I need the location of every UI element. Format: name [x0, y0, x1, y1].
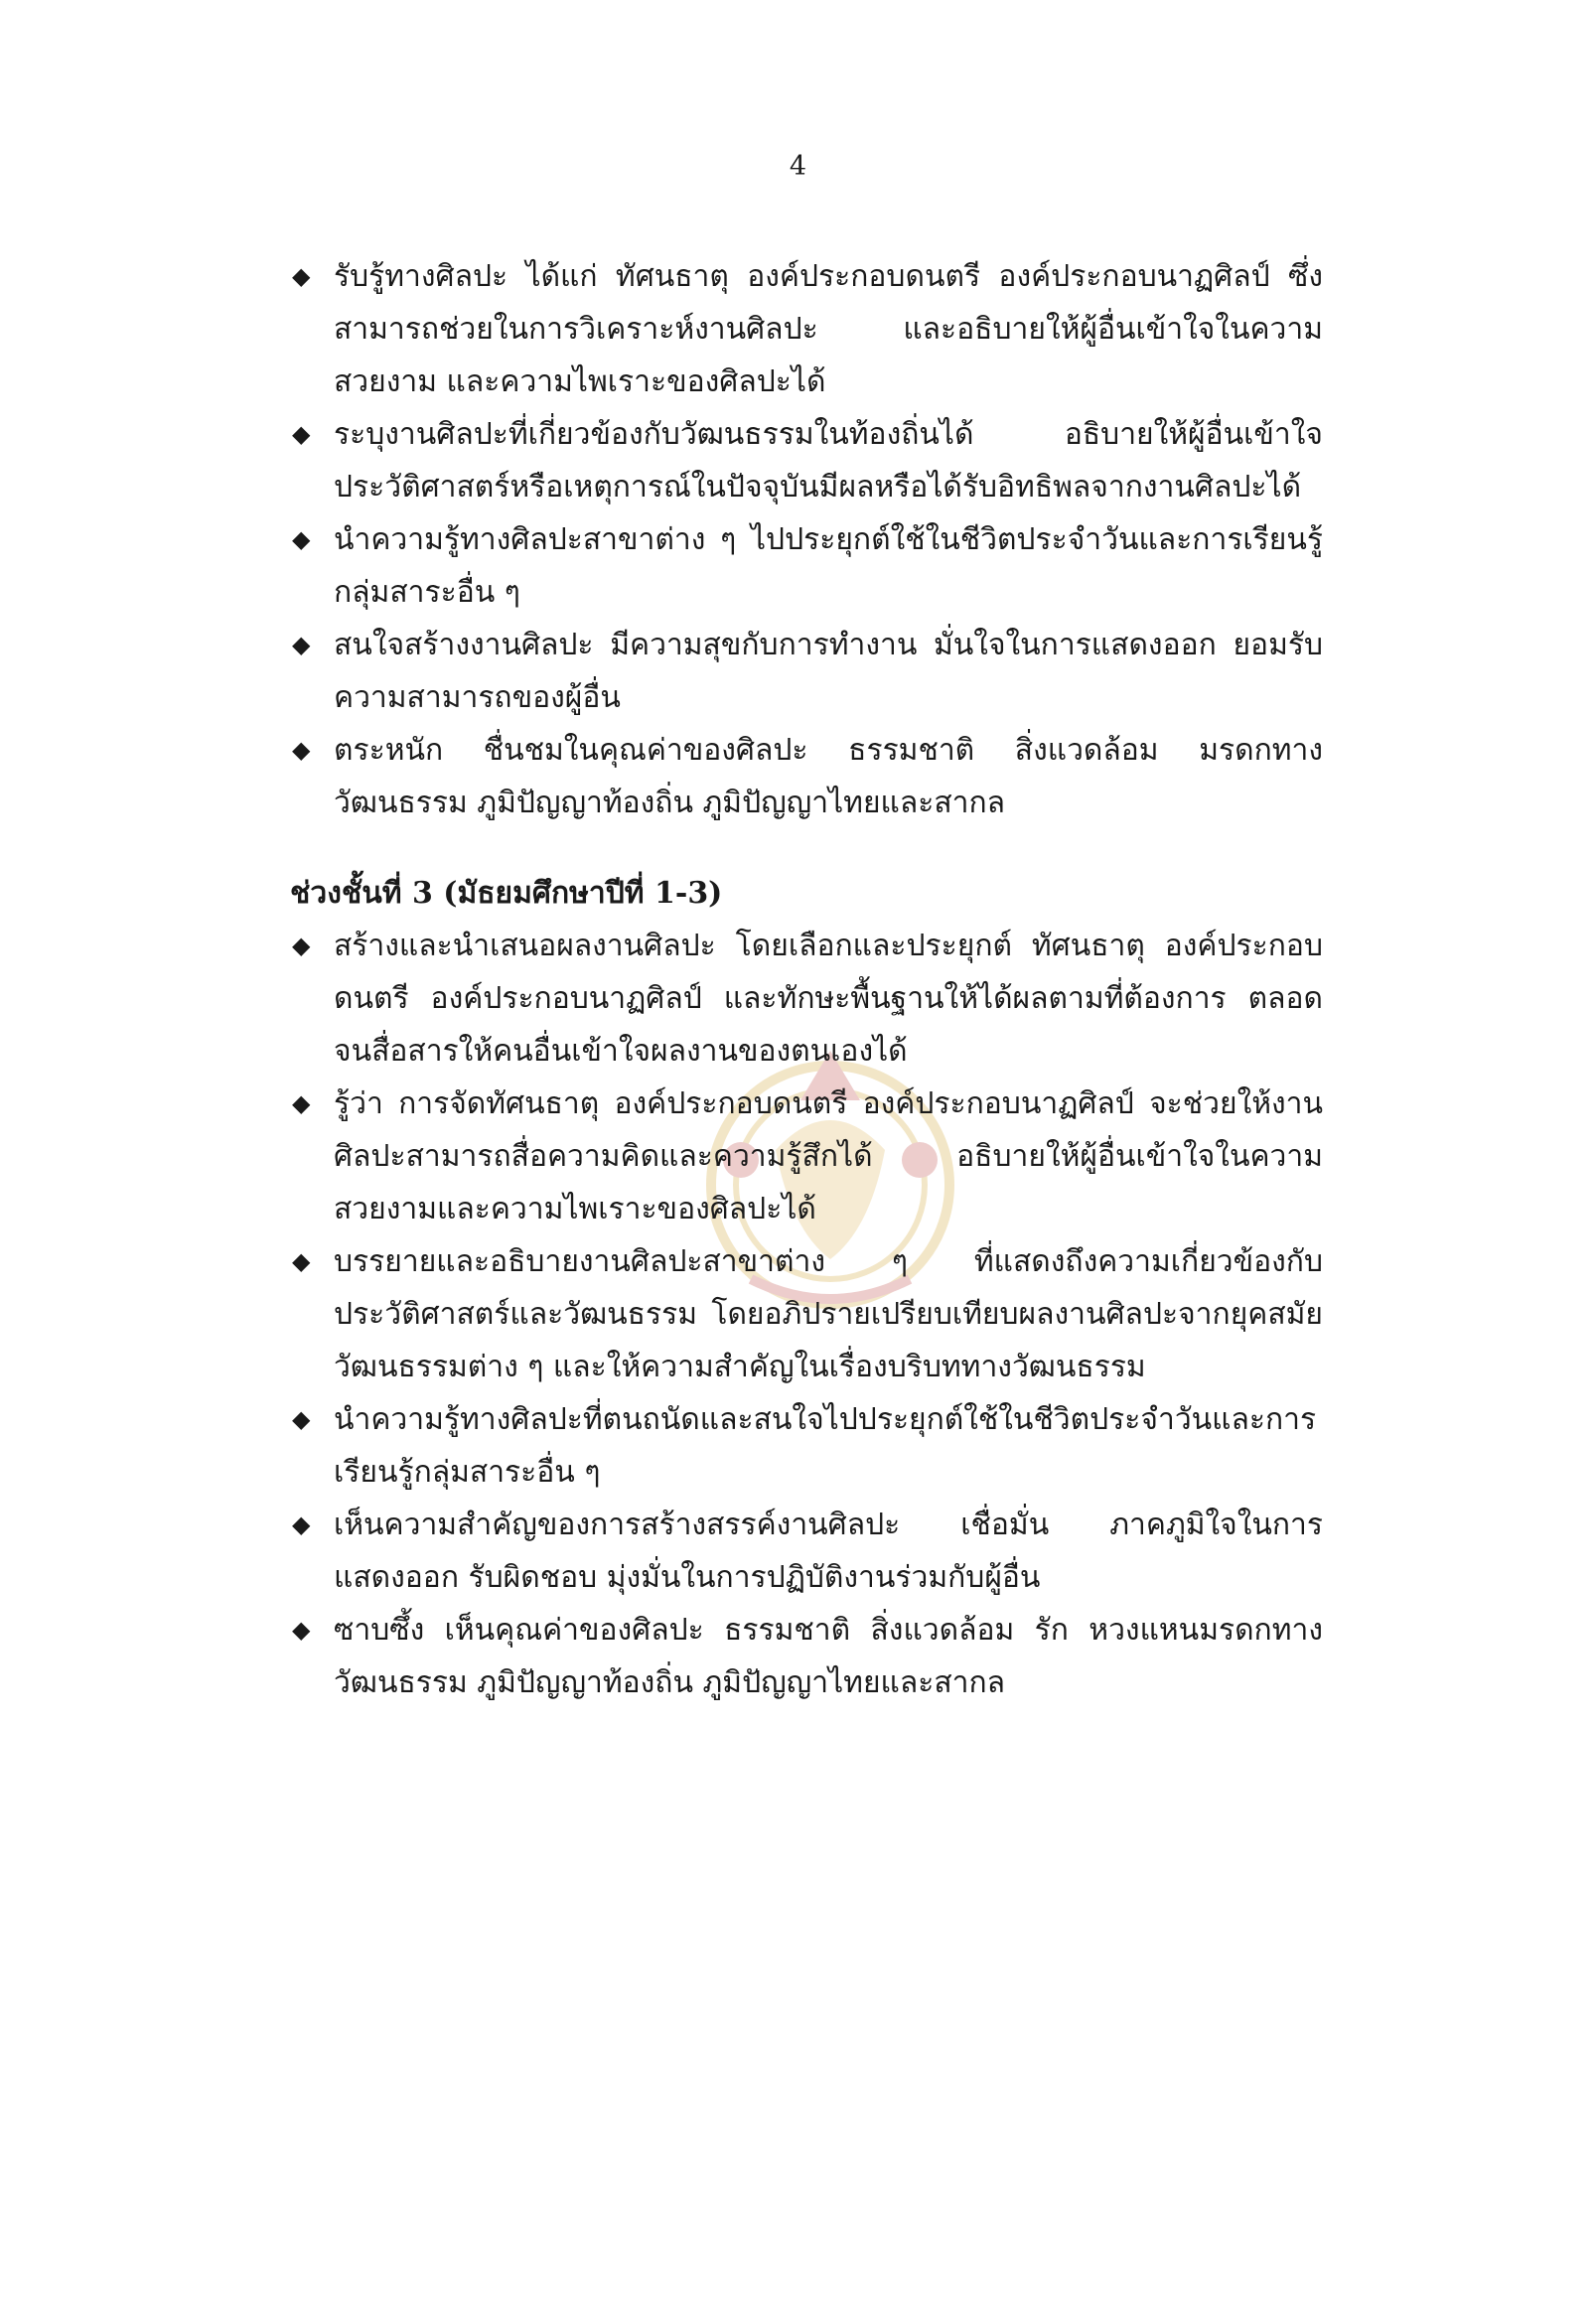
- list-item: [290, 1604, 1323, 1709]
- diamond-bullet-icon: ◆: [292, 631, 311, 658]
- list-item-text: บรรยายและอธิบายงานศิลปะสาขาต่าง ๆ ที่แสดงถึงความเกี่ยวข้องกับประวัติศาสตร์และวัฒนธรรม โดยอภิปรายเปรียบเทียบผลงานศิลปะจากยุคสมัยวัฒนธรรมต่าง ๆ และให้ความสำคัญในเรื่องบริบททางวัฒนธรรม: [334, 1244, 1323, 1384]
- diamond-bullet-icon: ◆: [292, 1616, 311, 1644]
- section-heading: ช่วงชั้นที่ 3 (มัธยมศึกษาปีที่ 1-3): [290, 876, 723, 911]
- list-item: [290, 920, 1323, 1078]
- diamond-bullet-icon: ◆: [292, 1089, 311, 1117]
- list-item: [290, 408, 1323, 513]
- list-item-text: รู้ว่า การจัดทัศนธาตุ องค์ประกอบดนตรี องค์ประกอบนาฏศิลป์ จะช่วยให้งานศิลปะสามารถสื่อความคิดและความรู้สึกได้ อธิบายให้ผู้อื่นเข้าใจในความสวยงามและความไพเราะของศิลปะได้: [334, 1086, 1323, 1226]
- list-item-text: นำความรู้ทางศิลปะที่ตนถนัดและสนใจไปประยุกต์ใช้ในชีวิตประจำวันและการเรียนรู้กลุ่มสาระอื่น ๆ: [334, 1402, 1317, 1490]
- list-item-text: สนใจสร้างงานศิลปะ มีความสุขกับการทำงาน มั่นใจในการแสดงออก ยอมรับความสามารถของผู้อื่น: [334, 628, 1323, 715]
- list-item: [290, 513, 1323, 619]
- list-item-text: ซาบซึ้ง เห็นคุณค่าของศิลปะ ธรรมชาติ สิ่งแวดล้อม รัก หวงแหนมรดกทางวัฒนธรรม ภูมิปัญญาท้องถิ่น ภูมิปัญญาไทยและสากล: [334, 1613, 1323, 1700]
- list-item-text: ตระหนัก ชื่นชมในคุณค่าของศิลปะ ธรรมชาติ สิ่งแวดล้อม มรดกทางวัฒนธรรม ภูมิปัญญาท้องถิ่น ภูมิปัญญาไทยและสากล: [334, 733, 1323, 820]
- list-item-text: นำความรู้ทางศิลปะสาขาต่าง ๆ ไปประยุกต์ใช้ในชีวิตประจำวันและการเรียนรู้กลุ่มสาระอื่น ๆ: [334, 522, 1323, 610]
- diamond-bullet-icon: ◆: [292, 1405, 311, 1433]
- diamond-bullet-icon: ◆: [292, 932, 311, 959]
- diamond-bullet-icon: ◆: [292, 736, 311, 764]
- document-body: [290, 250, 1323, 1709]
- list-item: [290, 1235, 1323, 1393]
- diamond-bullet-icon: ◆: [292, 420, 311, 448]
- diamond-bullet-icon: ◆: [292, 525, 311, 553]
- list-item: [290, 1393, 1323, 1499]
- list-item: [290, 1499, 1323, 1604]
- list-item-text: รับรู้ทางศิลปะ ได้แก่ ทัศนธาตุ องค์ประกอบดนตรี องค์ประกอบนาฏศิลป์ ซึ่งสามารถช่วยในการวิเคราะห์งานศิลปะ และอธิบายให้ผู้อื่นเข้าใจในความสวยงาม และความไพเราะของศิลปะได้: [334, 259, 1323, 399]
- list-item: [290, 1078, 1323, 1235]
- section-2-bullet-list: [290, 920, 1323, 1709]
- diamond-bullet-icon: ◆: [292, 1511, 311, 1538]
- list-item: [290, 250, 1323, 408]
- list-item-text: เห็นความสำคัญของการสร้างสรรค์งานศิลปะ เชื่อมั่น ภาคภูมิใจในการแสดงออก รับผิดชอบ มุ่งมั่นในการปฏิบัติงานร่วมกับผู้อื่น: [334, 1508, 1323, 1595]
- list-item: [290, 619, 1323, 724]
- diamond-bullet-icon: ◆: [292, 1247, 311, 1275]
- section-1-bullet-list: [290, 250, 1323, 829]
- list-item-text: ระบุงานศิลปะที่เกี่ยวข้องกับวัฒนธรรมในท้องถิ่นได้ อธิบายให้ผู้อื่นเข้าใจประวัติศาสตร์หรือเหตุการณ์ในปัจจุบันมีผลหรือได้รับอิทธิพลจากงานศิลปะได้: [334, 417, 1323, 504]
- diamond-bullet-icon: ◆: [292, 262, 311, 290]
- list-item-text: สร้างและนำเสนอผลงานศิลปะ โดยเลือกและประยุกต์ ทัศนธาตุ องค์ประกอบดนตรี องค์ประกอบนาฏศิลป์ และทักษะพื้นฐานให้ได้ผลตามที่ต้องการ ตลอดจนสื่อสารให้คนอื่นเข้าใจผลงานของตนเองได้: [334, 929, 1323, 1069]
- page-number: 4: [789, 151, 807, 182]
- list-item: [290, 724, 1323, 829]
